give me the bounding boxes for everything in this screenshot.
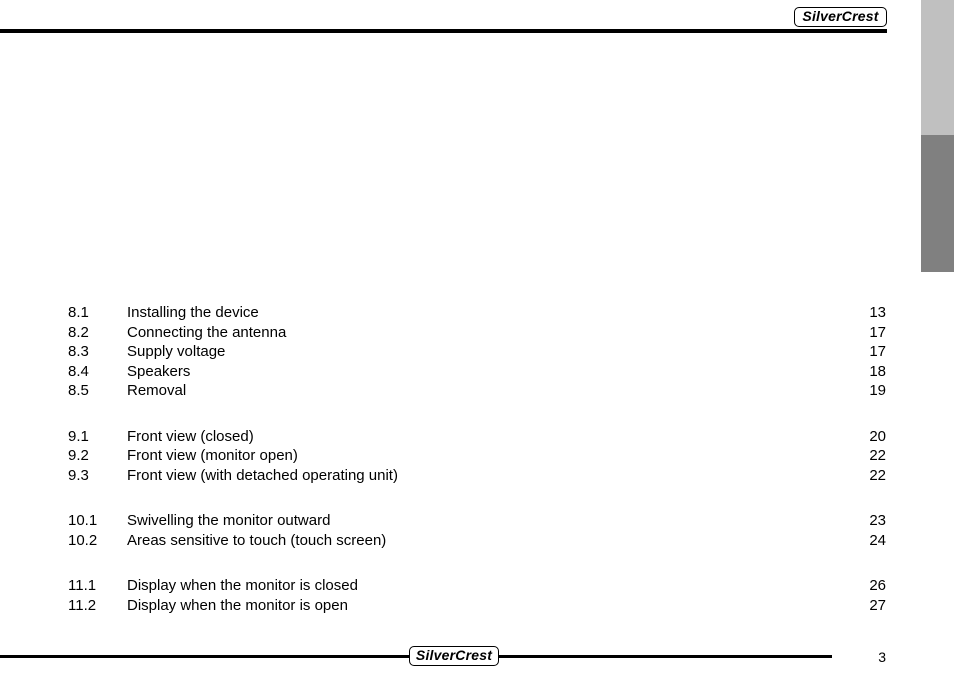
toc-entry-number: 9.2 (68, 447, 89, 464)
toc-entry-title: Connecting the antenna (127, 323, 287, 341)
toc-entry-number: 9.1 (68, 427, 89, 445)
header-rule (0, 29, 887, 33)
toc-entry-page: 17 (869, 323, 886, 341)
toc-entry (68, 466, 886, 486)
toc-entry (68, 446, 886, 466)
toc-group-9 (68, 427, 886, 486)
toc-entry (68, 531, 886, 551)
toc-entry-page: 27 (869, 596, 886, 614)
toc-entry-number: 11.2 (68, 596, 97, 614)
toc-entry (68, 381, 886, 401)
side-tab-light (921, 0, 954, 135)
toc-entry-title: Front view (closed) (127, 427, 254, 445)
toc-entry-title: Display when the monitor is open (127, 596, 348, 614)
toc-entry (68, 576, 886, 596)
toc-entry-title: Removal (127, 382, 187, 399)
table-of-contents (68, 303, 886, 641)
side-tab-dark (921, 135, 954, 272)
toc-entry-title: Speakers (127, 362, 191, 380)
toc-entry-number: 10.1 (68, 512, 98, 529)
toc-entry-page: 22 (869, 466, 886, 484)
toc-entry (68, 323, 886, 343)
toc-entry-number: 8.2 (68, 323, 89, 341)
toc-entry (68, 427, 886, 447)
toc-entry-title: Areas sensitive to touch (touch screen) (127, 531, 387, 549)
toc-entry-number: 11.1 (68, 577, 97, 594)
toc-entry-title: Installing the device (127, 304, 259, 321)
toc-entry-page: 23 (869, 512, 886, 529)
toc-entry-title: Display when the monitor is closed (127, 577, 358, 594)
brand-logo-bottom: SilverCrest (409, 646, 499, 666)
toc-entry (68, 362, 886, 382)
toc-entry-page: 24 (869, 531, 886, 549)
toc-entry-number: 8.4 (68, 362, 89, 380)
toc-group-11 (68, 576, 886, 615)
toc-entry-page: 13 (869, 304, 886, 321)
toc-group-8 (68, 303, 886, 401)
toc-entry-page: 17 (869, 343, 886, 360)
toc-entry-page: 22 (869, 447, 886, 464)
toc-entry-number: 10.2 (68, 531, 98, 549)
toc-entry-number: 8.3 (68, 343, 89, 360)
page-number: 3 (878, 649, 886, 665)
toc-entry-title: Swivelling the monitor outward (127, 512, 331, 529)
toc-entry-title: Front view (with detached operating unit) (127, 466, 398, 484)
toc-entry (68, 596, 886, 616)
toc-group-10 (68, 511, 886, 550)
toc-entry-title: Supply voltage (127, 343, 226, 360)
toc-entry (68, 342, 886, 362)
toc-entry-number: 8.1 (68, 304, 89, 321)
toc-entry-page: 20 (869, 427, 886, 445)
toc-entry-page: 26 (869, 577, 886, 594)
toc-entry-number: 9.3 (68, 466, 89, 484)
toc-entry-number: 8.5 (68, 382, 89, 399)
toc-entry-page: 19 (869, 382, 886, 399)
toc-entry (68, 511, 886, 531)
toc-entry (68, 303, 886, 323)
toc-entry-title: Front view (monitor open) (127, 447, 298, 464)
toc-entry-page: 18 (869, 362, 886, 380)
brand-logo-top: SilverCrest (794, 7, 887, 27)
